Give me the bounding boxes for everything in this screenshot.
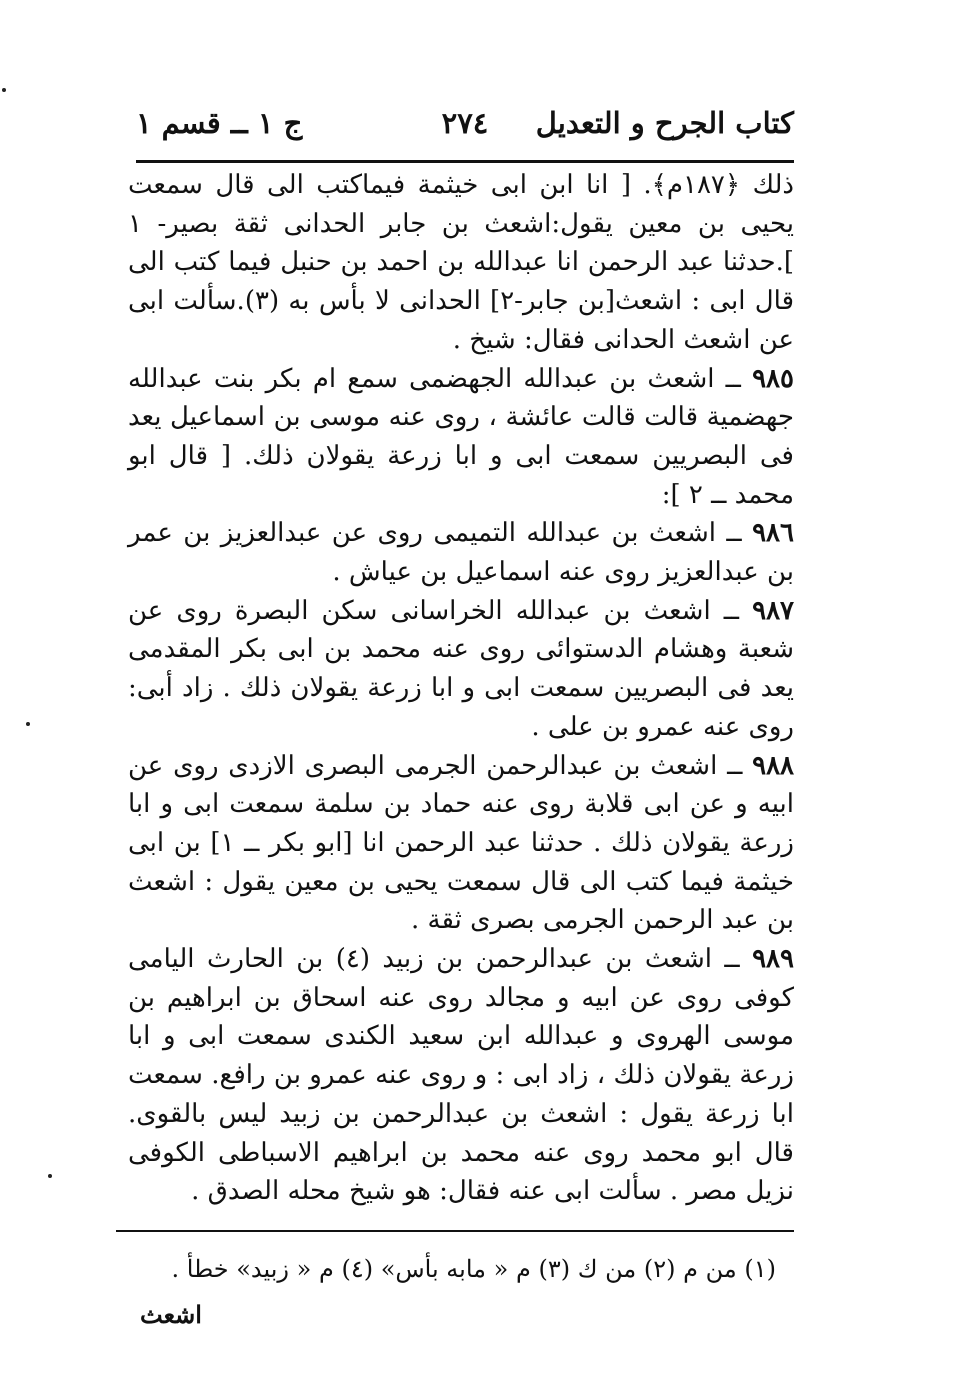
entry-text: ــ اشعث بن عبدالله الخراسانى سكن البصرة روى عن شعبة وهشام الدستوائى روى عنه محمد بن ابى بكر المقدمى يعد فى البصريين سمعت ابى و ابا زرعة يقولان ذلك . زاد أبى: روى عنه عمرو بن على . [128, 595, 794, 742]
intro-paragraph: ذلك ﴿١٨٧م﴾. [ انا ابن ابى خيثمة فيماكتب الى قال سمعت يحيى بن معين يقول:اشعث بن جابر الحدانى ثقة بصير- ١ ].حدثنا عبد الرحمن انا عبدالله بن احمد بن حنبل فيما كتب الى قال ابى : اشعث[بن جابر-٢] الحدانى لا بأس به (٣).سألت ابى عن اشعث الحدانى فقال: شيخ . [128, 170, 795, 355]
entry-number: ٩٨٧ [752, 595, 795, 626]
entry-number: ٩٨٥ [752, 363, 794, 394]
entry-988 [128, 747, 794, 941]
header-rule [136, 160, 794, 163]
footnotes: (١) من م (٢) من ك (٣) م « مابه بأس» (٤) م « زبيد» خطأ . [171, 1255, 776, 1283]
entry-text: ــ اشعث بن عبدالرحمن الجرمى البصرى الازدى روى عن ابيه و عن ابى قلابة روى عنه حماد بن سلمة سمعت ابى و ابا زرعة يقولان ذلك . حدثنا عبد الرحمن انا [ابو بكر ــ ١] بن ابى خيثمة فيما كتب الى قال سمعت يحيى بن معين يقول : اشعث بن عبد الرحمن الجرمى بصرى ثقة . [128, 750, 794, 936]
entry-989 [128, 940, 794, 1211]
entry-number: ٩٨٦ [752, 518, 794, 549]
volume-part: ج ١ ــ قسم ١ [136, 106, 303, 140]
entry-number: ٩٨٩ [752, 944, 794, 975]
running-header [136, 98, 794, 154]
scan-speck [48, 1174, 52, 1178]
footnote-rule [116, 1230, 794, 1232]
entry-987 [128, 592, 794, 747]
page-number: ٢٧٤ [441, 106, 489, 140]
book-title: كتاب الجرح و التعديل [535, 106, 794, 140]
main-text [128, 166, 794, 1211]
entry-986 [128, 514, 794, 591]
entry-text: ــ اشعث بن عبدالرحمن بن زبيد (٤) بن الحارث اليامى كوفى روى عن ابيه و مجالد روى عنه اسحاق بن ابراهيم بن موسى الهروى و عبدالله ابن سعيد الكندى سمعت ابى و ابا زرعة يقولان ذلك ، زاد ابى : و روى عنه عمرو بن رافع. سمعت ابا زرعة يقول : اشعث بن عبدالرحمن بن زبيد ليس بالقوى. قال ابو محمد روى عنه محمد بن ابراهيم الاسباطى الكوفى نزيل مصر . سألت ابى عنه فقال: هو شيخ محله الصدق . [128, 944, 794, 1207]
scan-speck [2, 88, 6, 92]
catchword: اشعث [140, 1300, 202, 1329]
entry-text: ــ اشعث بن عبدالله التميمى روى عن عبدالعزيز بن عمر بن عبدالعزيز روى عنه اسماعيل بن عياش . [128, 518, 794, 588]
entry-text: ــ اشعث بن عبدالله الجهضمى سمع ام بكر بنت عبدالله جهضمية قالت قالت عائشة ، روى عنه موسى بن اسماعيل يعد فى البصريين سمعت ابى و ابا زرعة يقولان ذلك. [ قال ابو محمد ــ ٢ ]: [128, 363, 794, 510]
entry-number: ٩٨٨ [752, 750, 795, 781]
entry-985 [128, 360, 794, 515]
scan-speck [26, 722, 30, 726]
